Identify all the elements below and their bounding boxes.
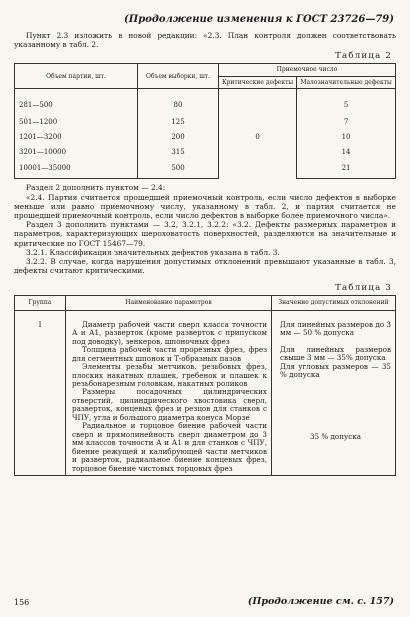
section2-addition: Раздел 2 дополнить пунктом — 2.4: xyxy=(26,183,166,193)
sample-size: 500 xyxy=(138,160,219,179)
group-number: I xyxy=(15,310,66,475)
sample-size: 125 xyxy=(138,115,219,130)
col-minor-defects: Малозначительные дефекты xyxy=(297,76,396,88)
lot-size: 281—500 xyxy=(15,89,138,115)
clause-2-4: «2.4. Партия считается прошедшей приемочный контроль, если число дефектов в выборке меньше или равно приемочному числу, указанному в табл. 2, и партия считается не прошедшей приемочный контроль, если число дефектов в выборке более приемочного числа». xyxy=(14,192,396,221)
col-tolerance-value: Значение допустимых отклонений xyxy=(272,296,396,310)
table-row xyxy=(15,160,396,179)
parameter-item: Элементы резьбы метчиков, резьбовых фрез, плоских накатных плашек, гребенок и плашек к резьбонарезным головкам, накатных роликов xyxy=(72,362,267,389)
table-row xyxy=(15,115,396,130)
table-row xyxy=(15,130,396,145)
table-row xyxy=(15,145,396,160)
clause-3-2-2: 3.2.2. В случае, когда нарушения допустимых отклонений превышают указанные в табл. 3, дефекты считают критическими. xyxy=(14,257,396,276)
sample-size: 315 xyxy=(138,145,219,160)
parameter-item: Радиальное и торцовое биение рабочей части сверл и прямолинейность сверл диаметром до 3 мм классов точности А и А1 и для станков с ЧПУ, биение режущей и калибрующей части метчиков и разверток, радиальное биение концевых фрез, торцовое биение чистовых торцовых фрез xyxy=(72,421,267,473)
parameter-item: Размеры посадочных цилиндрических отверстий, цилиндрического хвостовика сверл, разверток, концевых фрез и резцов для станков с ЧПУ, угла и большого диаметра конуса Морзе xyxy=(72,387,267,422)
lot-size: 3201—10000 xyxy=(15,145,138,160)
minor-value: 10 xyxy=(297,130,396,145)
table3 xyxy=(14,295,396,476)
page-number: 156 xyxy=(14,598,30,607)
amendment-header: (Продолжение изменения к ГОСТ 23726—79) xyxy=(124,14,394,25)
minor-value: 5 xyxy=(297,89,396,115)
table-row xyxy=(15,310,396,475)
page-footer xyxy=(14,591,396,607)
table2-caption: Таблица 2 xyxy=(335,51,392,62)
col-parameter-name: Наименование параметров xyxy=(66,296,272,310)
minor-value: 7 xyxy=(297,115,396,130)
col-acceptance-number: Приемочное число xyxy=(219,64,396,76)
parameters-cell xyxy=(66,310,272,475)
parameter-item: Диаметр рабочей части сверл класса точности А и А1, разверток (кроме разверток с припуском под доводку), зенкеров, шпоночных фрез xyxy=(72,319,267,346)
clause-3-2: Раздел 3 дополнить пунктами — 3.2, 3.2.1, 3.2.2: «3.2. Дефекты размерных параметров и параметров, характеризующих шероховатость поверхностей, разделяются на значительные и критические по ГОСТ 15467—79. xyxy=(14,220,396,248)
col-lot-size: Объем партии, шт. xyxy=(15,64,138,89)
lot-size: 501—1200 xyxy=(15,115,138,130)
lot-size: 1201—3200 xyxy=(15,130,138,145)
continued-note: (Продолжение см. с. 157) xyxy=(247,596,394,607)
tolerance-value: Для угловых размеров — 35 % допуска xyxy=(280,361,391,380)
minor-value: 21 xyxy=(297,160,396,179)
tolerance-value: 35 % допуска xyxy=(309,431,362,441)
table-row xyxy=(15,89,396,115)
critical-value: 0 xyxy=(219,89,297,179)
lot-size: 10001—35000 xyxy=(15,160,138,179)
clause-3-2-1: 3.2.1. Классификация значительных дефектов указана в табл. 3. xyxy=(26,247,280,257)
intro-paragraph: Пункт 2.3 изложить в новой редакции: «2.3. План контроля должен соответствовать указанному в табл. 2. xyxy=(14,31,396,50)
sample-size: 200 xyxy=(138,130,219,145)
table2 xyxy=(14,63,396,179)
table3-caption: Таблица 3 xyxy=(335,283,392,294)
tolerance-value: Для линейных размеров свыше 3 мм — 35% допуска xyxy=(280,344,391,363)
col-group: Группа xyxy=(15,296,66,310)
sample-size: 80 xyxy=(138,89,219,115)
parameter-item: Толщина рабочей части прорезных фрез, фрез для сегментных шпонок и Т-образных пазов xyxy=(72,345,267,363)
minor-value: 14 xyxy=(297,145,396,160)
col-sample-size: Объем выборки, шт. xyxy=(138,64,219,89)
tolerance-value: Для линейных размеров до 3 мм — 50 % допуска xyxy=(280,319,391,338)
values-cell xyxy=(272,310,396,475)
col-critical-defects: Критические дефекты xyxy=(219,76,297,88)
